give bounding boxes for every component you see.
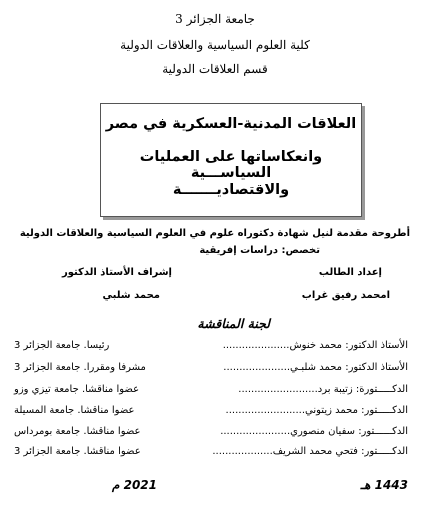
- jury-member-role: عضوا مناقشا. جامعة الجزائر 3: [14, 446, 141, 457]
- thesis-specialty: تخصص: دراسات إفريقية: [199, 245, 320, 256]
- department-name: قسم العلاقات الدولية: [162, 62, 268, 76]
- jury-member-row: [14, 405, 408, 421]
- gregorian-year: 2021 م: [112, 478, 158, 492]
- thesis-title-line-2: وانعكاساتها على العمليات السياســـية: [139, 149, 323, 181]
- jury-member-name: الأستاذ الدكتور: محمد خنوش.....................: [222, 340, 408, 351]
- jury-member-row: [14, 340, 408, 356]
- jury-member-name: الأستاذ الدكتور: محمد شلبـي.....................: [223, 362, 408, 373]
- thesis-title-box: [100, 103, 362, 217]
- jury-member-role: عضوا مناقشا. جامعة بومرداس: [14, 426, 141, 437]
- thesis-title-line-3: والاقتصاديـــــــة: [172, 182, 290, 198]
- supervisor-label: إشراف الأستاذ الدكتور: [61, 267, 172, 278]
- jury-member-row: [14, 384, 408, 400]
- jury-member-row: [14, 362, 408, 378]
- student-name: امحمد رفيق غراب: [301, 290, 390, 301]
- jury-member-name: الدكــــــتور: سفيان منصوري......................: [220, 426, 408, 437]
- jury-member-role: عضوا مناقشا. جامعة المسيلة: [14, 405, 135, 416]
- jury-member-name: الدكـــــتور: فتحي محمد الشريف...................: [212, 446, 408, 457]
- jury-member-role: مشرفا ومقررا. جامعة الجزائر 3: [14, 362, 146, 373]
- supervisor-name: محمد شلبي: [102, 290, 160, 301]
- thesis-title-line-1: العلاقات المدنية-العسكرية في مصر: [105, 116, 357, 132]
- jury-title: لجنة المناقشة: [197, 316, 270, 331]
- hijri-year: 1443 هـ: [360, 478, 408, 492]
- jury-member-name: الدكـــــتور: محمد زيتوني.........................: [225, 405, 408, 416]
- university-name: جامعة الجزائر 3: [175, 12, 255, 26]
- jury-member-name: الدكـــــتورة: زتيبة برد.........................: [238, 384, 408, 395]
- jury-member-row: [14, 446, 408, 462]
- jury-member-row: [14, 426, 408, 442]
- student-label: إعداد الطالب: [318, 267, 382, 278]
- faculty-name: كلية العلوم السياسية والعلاقات الدولية: [120, 38, 310, 52]
- jury-member-role: رئيسا. جامعة الجزائر 3: [14, 340, 110, 351]
- jury-member-role: عضوا مناقشا. جامعة تيزي وزو: [14, 384, 140, 395]
- thesis-description: أطروحة مقدمة لنيل شهادة دكتوراه علوم في العلوم السياسية والعلاقات الدولية: [19, 228, 410, 239]
